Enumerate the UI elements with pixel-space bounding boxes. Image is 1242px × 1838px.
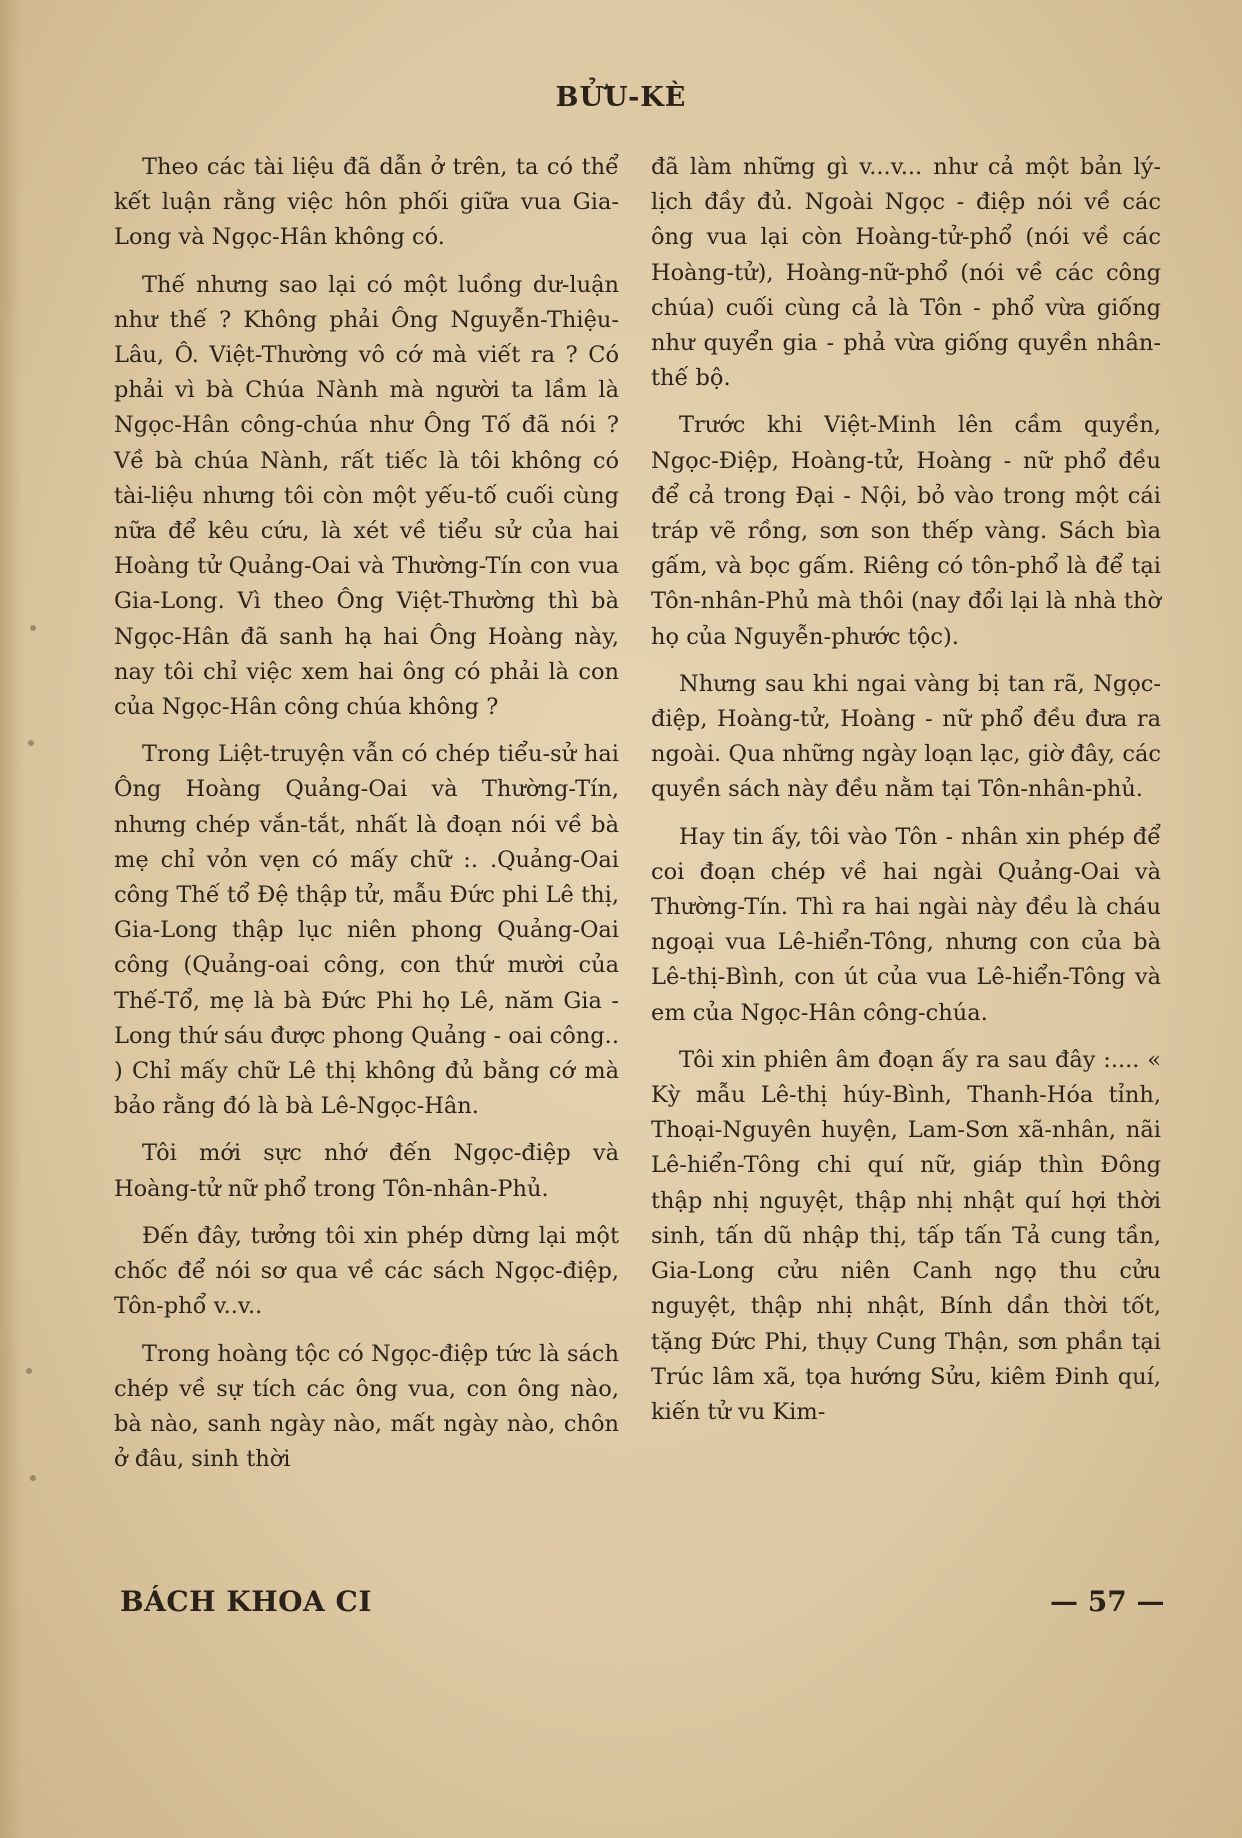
left-column: [114, 150, 619, 1489]
page-edge-shadow: [0, 0, 22, 1838]
paragraph: Tôi xin phiên âm đoạn ấy ra sau đây :.... « Kỳ mẫu Lê-thị húy-Bình, Thanh-Hóa tỉnh, Thoại-Nguyên huyện, Lam-Sơn xã-nhân, nãi Lê-hiển-Tông chi quí nữ, giáp thìn Đông thập nhị nguyệt, thập nhị nhật quí hợi thời sinh, tấn dũ nhập thị, tấp tấn Tả cung tần, Gia-Long cửu niên Canh ngọ thu cửu nguyệt, thập nhị nhật, Bính dần thời tốt, tặng Đức Phi, thụy Cung Thận, sơn phần tại Trúc lâm xã, tọa hướng Sửu, kiêm Đinh quí, kiến tử vu Kim-: [651, 1046, 1161, 1425]
right-column: [651, 150, 1161, 1442]
paragraph: Nhưng sau khi ngai vàng bị tan rã, Ngọc-điệp, Hoàng-tử, Hoàng - nữ phổ đều đưa ra ngoài. Qua những ngày loạn lạc, giờ đây, các quyền sách này đều nằm tại Tôn-nhân-phủ.: [651, 670, 1161, 803]
paragraph: đã làm những gì v...v... như cả một bản lý-lịch đầy đủ. Ngoài Ngọc - điệp nói về các ông vua lại còn Hoàng-tử-phổ (nói về các Hoàng-tử), Hoàng-nữ-phổ (nói về các công chúa) cuối cùng cả là Tôn - phổ vừa giống như quyển gia - phả vừa giống quyền nhân-thế bộ.: [651, 154, 1161, 392]
paper-speck: [30, 1475, 36, 1481]
paragraph: Hay tin ấy, tôi vào Tôn - nhân xin phép để coi đoạn chép về hai ngài Quảng-Oai và Thường-Tín. Thì ra hai ngài này đều là cháu ngoại vua Lê-hiển-Tông, nhưng con của bà Lê-thị-Bình, con út của vua Lê-hiển-Tông và em của Ngọc-Hân công-chúa.: [651, 823, 1161, 1026]
paper-speck: [28, 740, 34, 746]
paragraph: Thế nhưng sao lại có một luồng dư-luận như thế ? Không phải Ông Nguyễn-Thiệu-Lâu, Ô. Việt-Thường vô cớ mà viết ra ? Có phải vì bà Chúa Nành mà người ta lầm là Ngọc-Hân công-chúa như Ông Tố đã nói ? Về bà chúa Nành, rất tiếc là tôi không có tài-liệu nhưng tôi còn một yếu-tố cuối cùng nữa để kêu cứu, là xét về tiểu sử của hai Hoàng tử Quảng-Oai và Thường-Tín con vua Gia-Long. Vì theo Ông Việt-Thường thì bà Ngọc-Hân đã sanh hạ hai Ông Hoàng này, nay tôi chỉ việc xem hai ông có phải là con của Ngọc-Hân công chúa không ?: [114, 271, 619, 721]
paragraph: Trong Liệt-truyện vẫn có chép tiểu-sử hai Ông Hoàng Quảng-Oai và Thường-Tín, nhưng chép vắn-tắt, nhất là đoạn nói về bà mẹ chỉ vỏn vẹn có mấy chữ :. .Quảng-Oai công Thế tổ Đệ thập tử, mẫu Đức phi Lê thị, Gia-Long thập lục niên phong Quảng-Oai công (Quảng-oai công, con thứ mười của Thế-Tổ, mẹ là bà Đức Phi họ Lê, năm Gia - Long thứ sáu được phong Quảng - oai công.. ) Chỉ mấy chữ Lê thị không đủ bằng cớ mà bảo rằng đó là bà Lê-Ngọc-Hân.: [114, 741, 619, 1120]
paragraph: Tôi mới sực nhớ đến Ngọc-điệp và Hoàng-tử nữ phổ trong Tôn-nhân-Phủ.: [114, 1140, 619, 1202]
paper-speck: [26, 1368, 32, 1374]
paper-speck: [30, 625, 36, 631]
publication-name: BÁCH KHOA CI: [120, 1585, 372, 1618]
page-header: BỬU-KÈ: [555, 82, 687, 113]
paragraph: Trước khi Việt-Minh lên cầm quyền, Ngọc-Điệp, Hoàng-tử, Hoàng - nữ phổ đều để cả trong Đại - Nội, bỏ vào trong một cái tráp vẽ rồng, sơn son thếp vàng. Sách bìa gấm, và bọc gấm. Riêng có tôn-phổ là để tại Tôn-nhân-Phủ mà thôi (nay đổi lại là nhà thờ họ của Nguyễn-phước tộc).: [651, 412, 1161, 650]
paragraph: Trong hoàng tộc có Ngọc-điệp tức là sách chép về sự tích các ông vua, con ông nào, bà nào, sanh ngày nào, mất ngày nào, chôn ở đâu, sinh thời: [114, 1340, 619, 1473]
paragraph: Theo các tài liệu đã dẫn ở trên, ta có thể kết luận rằng việc hôn phối giữa vua Gia-Long và Ngọc-Hân không có.: [114, 154, 619, 251]
paragraph: Đến đây, tưởng tôi xin phép dừng lại một chốc để nói sơ qua về các sách Ngọc-điệp, Tôn-phổ v..v..: [114, 1222, 619, 1320]
page-number: — 57 —: [1050, 1585, 1165, 1618]
